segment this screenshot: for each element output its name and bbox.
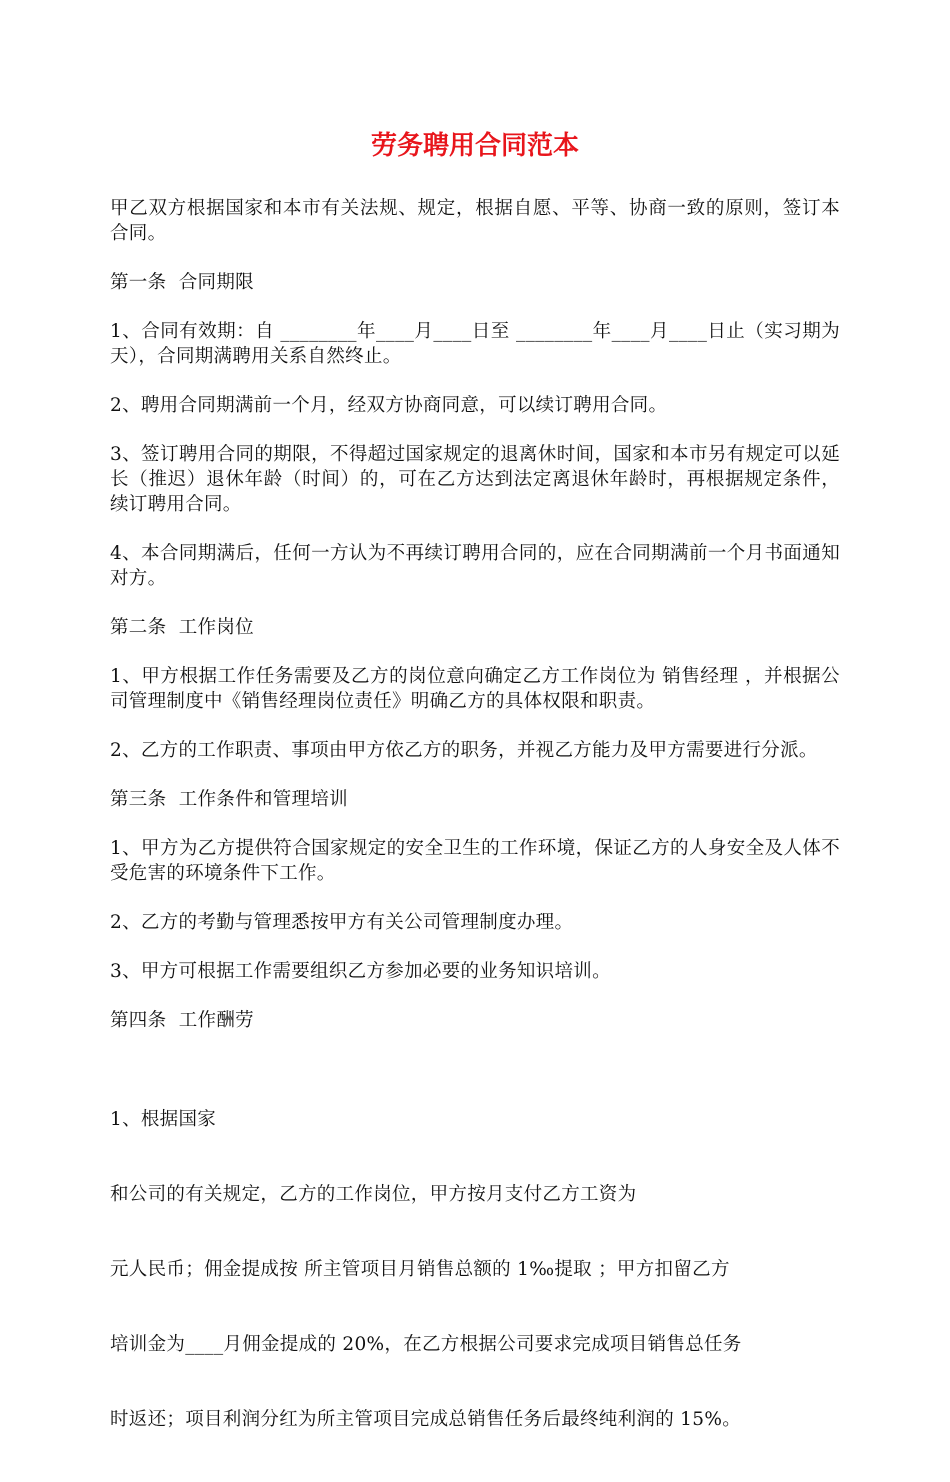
clause-line: 元人民币；佣金提成按 所主管项目月销售总额的 1‰提取 ；甲方扣留乙方	[110, 1259, 730, 1280]
document-body	[110, 196, 847, 1482]
clause-line: 时返还；项目利润分红为所主管项目完成总销售任务后最终纯利润的 15%。	[110, 1409, 742, 1430]
document-title: 劳务聘用合同范本	[370, 131, 579, 161]
clause-line: 和公司的有关规定，乙方的工作岗位，甲方按月支付乙方工资为	[110, 1184, 637, 1205]
article-3-clause-3: 3、甲方可根据工作需要组织乙方参加必要的业务知识培训。	[110, 961, 611, 982]
clause-line: 培训金为____月佣金提成的 20%，在乙方根据公司要求完成项目销售总任务	[110, 1334, 742, 1355]
article-4-heading: 第四条 工作酬劳	[110, 1010, 254, 1031]
article-1-clause-4: 4、本合同期满后，任何一方认为不再续订聘用合同的，应在合同期满前一个月书面通知对方。	[110, 543, 840, 589]
intro-paragraph: 甲乙双方根据国家和本市有关法规、规定，根据自愿、平等、协商一致的原则，签订本合同。	[110, 198, 840, 244]
clause-line: 1、根据国家	[110, 1109, 217, 1130]
article-1-heading: 第一条 合同期限	[110, 272, 254, 293]
article-1-clause-3: 3、签订聘用合同的期限，不得超过国家规定的退离休时间，国家和本市另有规定可以延长（推迟）退休年龄（时间）的，可在乙方达到法定离退休年龄时，再根据规定条件，续订聘用合同。	[110, 444, 840, 515]
article-2-heading: 第二条 工作岗位	[110, 617, 254, 638]
article-3-clause-1: 1、甲方为乙方提供符合国家规定的安全卫生的工作环境，保证乙方的人身安全及人体不受危害的环境条件下工作。	[110, 838, 840, 884]
article-2-clause-1: 1、甲方根据工作任务需要及乙方的岗位意向确定乙方工作岗位为 销售经理 ，并根据公司管理制度中《销售经理岗位责任》明确乙方的具体权限和职责。	[110, 666, 840, 712]
article-2-clause-2: 2、乙方的工作职责、事项由甲方依乙方的职务，并视乙方能力及甲方需要进行分派。	[110, 740, 818, 761]
article-3-heading: 第三条 工作条件和管理培训	[110, 789, 348, 810]
article-1-clause-1: 1、合同有效期：自 ________年____月____日至 ________年____月____日止（实习期为 天），合同期满聘用关系自然终止。	[110, 321, 847, 367]
article-1-clause-2: 2、聘用合同期满前一个月，经双方协商同意，可以续订聘用合同。	[110, 395, 668, 416]
article-4-clause-1	[110, 1057, 840, 1482]
article-3-clause-2: 2、乙方的考勤与管理悉按甲方有关公司管理制度办理。	[110, 912, 574, 933]
